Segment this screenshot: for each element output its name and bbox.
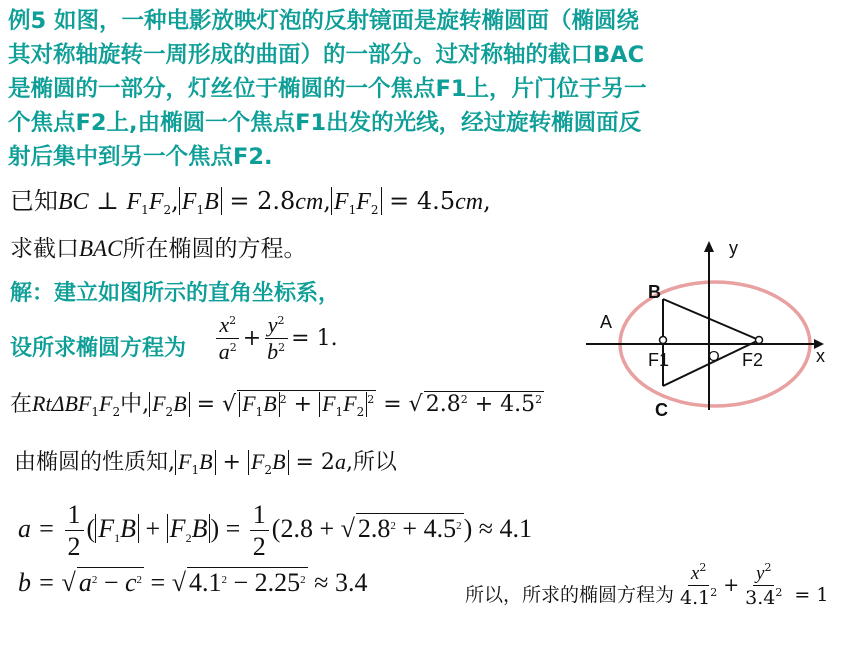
pythagoras-line: 在$Rt\Delta BF_1F_2$中, $F_2B$ = √ $F_1B$ $^2 + F_1F_2^2$ = √ $2.8^2 + 4.5^2$ (10, 391, 543, 419)
y-arrow (704, 241, 714, 252)
label-x: x (816, 346, 825, 366)
label-a: A (600, 312, 613, 332)
solution-setup: 解：建立如图所示的直角坐标系， (10, 281, 341, 306)
ellipse-diagram (578, 230, 848, 430)
problem-line: 其对称轴旋转一周形成的曲面）的一部分。过对称轴的截口BAC (8, 42, 645, 68)
property-line: 由椭圆的性质知, $F_1B + F_2B = 2a$,所以 (14, 449, 397, 477)
given-line: 已知BC ⊥ $F_1F_2$, $F_1B = 2.8cm$, $F_1F_2 = 4.5cm$, (10, 187, 491, 217)
ask-line: 求截口BAC所在椭圆的方程。 (10, 236, 307, 262)
problem-line: 射后集中到另一个焦点F2. (8, 144, 273, 170)
fraction-y: $\frac{y^2}{b^2}$ (264, 312, 288, 367)
label-y: y (729, 238, 738, 258)
focus-f2 (756, 337, 763, 344)
problem-line: 例5 如图，一种电影放映灯泡的反射镜面是旋转椭圆面（椭圆绕 (8, 8, 639, 34)
segment-bf2 (663, 299, 759, 340)
problem-line: 个焦点F2上,由椭圆一个焦点F1出发的光线，经过旋转椭圆面反 (8, 110, 642, 136)
ellipse-equation-line: 设所求椭圆方程为 $\frac{x^2}{a^2}$ + $\frac{y^2}{b^2}$ = 1. (10, 312, 338, 367)
label-o: O (708, 348, 720, 365)
label-c: C (655, 400, 668, 420)
fraction-x: $\frac{x^2}{a^2}$ (216, 312, 240, 367)
problem-line: 是椭圆的一部分，灯丝位于椭圆的一个焦点F1上，片门位于另一 (8, 76, 647, 102)
focus-f1 (660, 337, 667, 344)
b-value-line: b = √ $a^2 - c^2$ = √ $4.1^2 - 2.25^2 \approx 3.4$ (18, 568, 368, 597)
a-value-line: a = $\frac{1}{2}$ ( $F_1B + F_2B$ ) = $\frac{1}{2}$ (2.8 + √ $2.8^2 + 4.5^2) \approx 4.1$ (18, 500, 533, 561)
final-equation: 所以，所求的椭圆方程为 $\frac{x^2}{4.1^2}$ + $\frac{y^2}{3.4^2}$ = 1 (465, 561, 829, 609)
label-f1: F1 (648, 350, 670, 370)
problem-statement (8, 4, 858, 174)
label-b: B (648, 282, 661, 302)
label-f2: F2 (742, 350, 764, 370)
